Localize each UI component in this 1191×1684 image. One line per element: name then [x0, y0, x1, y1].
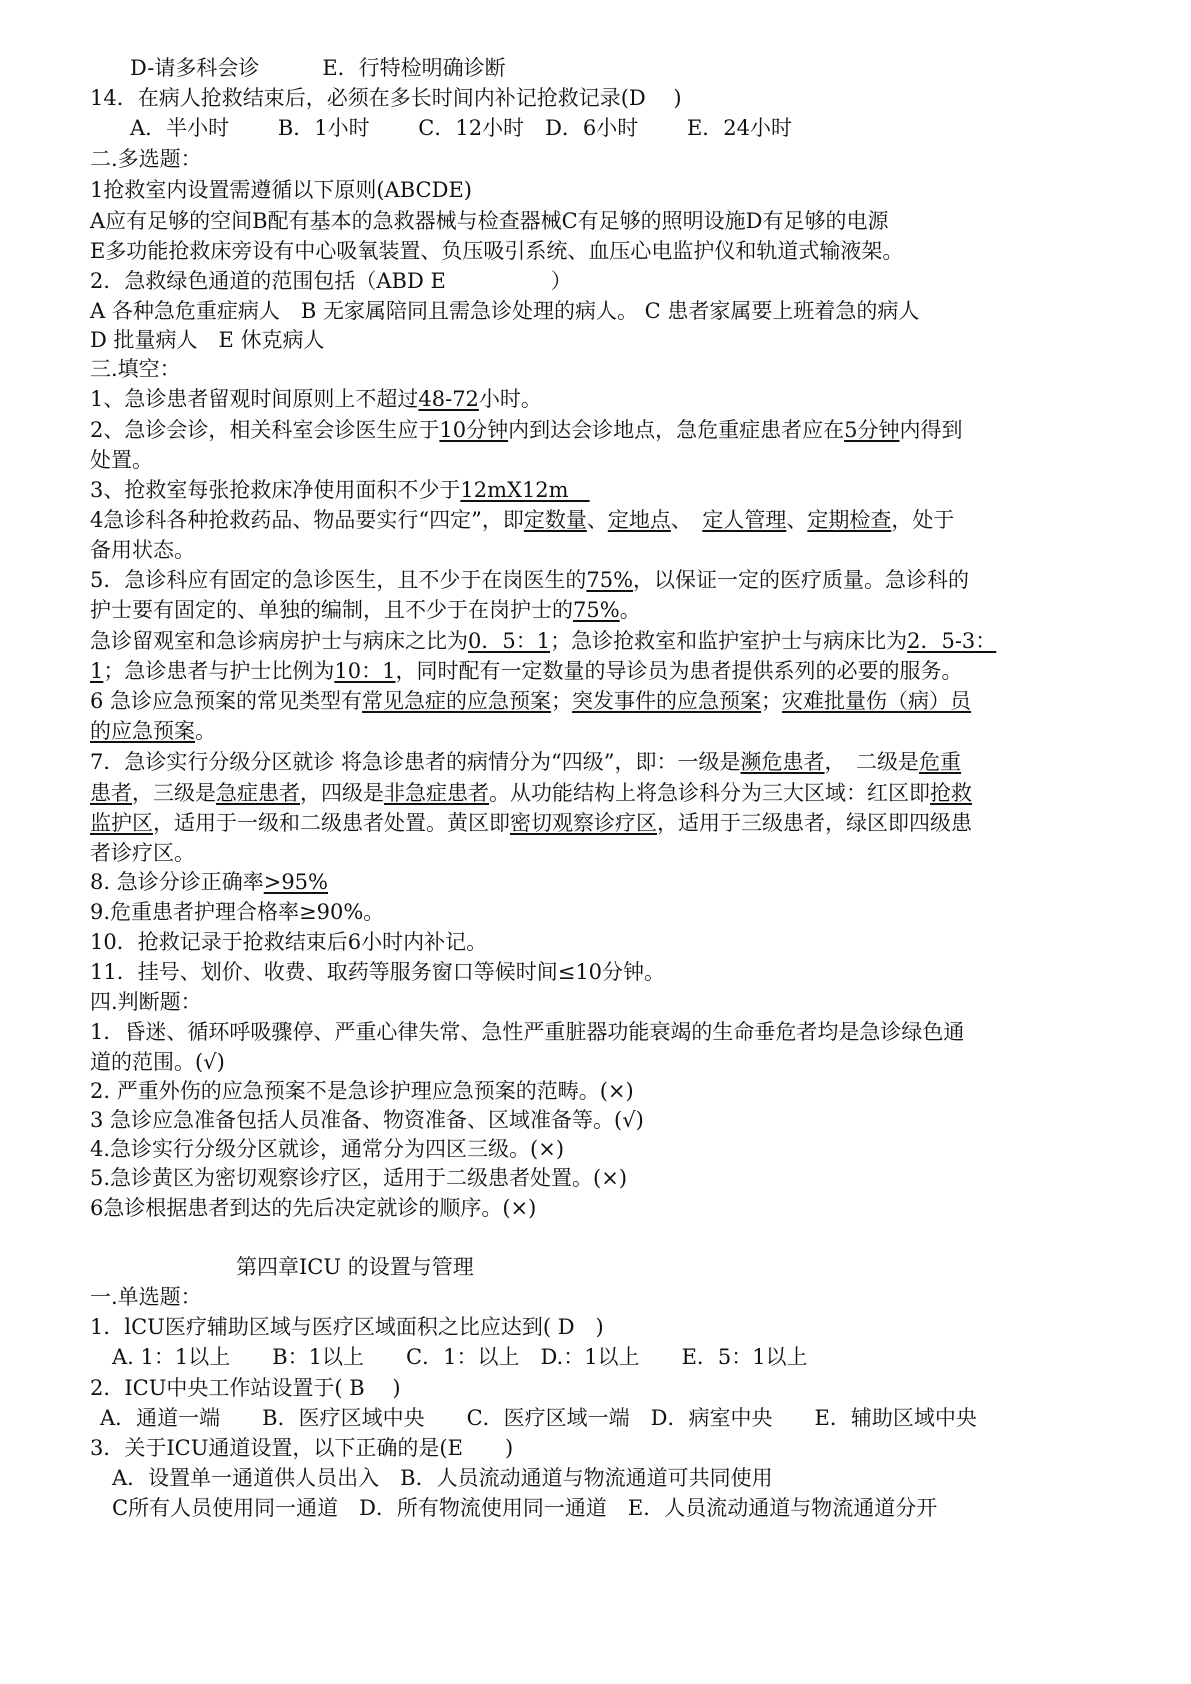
text-segment: ，处于 [891, 508, 955, 532]
answer-blank: 75% [586, 568, 634, 592]
fill-item-11: 11．挂号、划价、收费、取药等服务窗口等候时间≤10分钟。 [90, 960, 666, 984]
options-line: A．设置单一通道供人员出入 B．人员流动通道与物流通道可共同使用 [112, 1466, 773, 1490]
answer-blank: 密切观察诊疗区 [510, 811, 657, 835]
text-segment: 。从功能结构上将急诊科分为三大区域：红区即 [489, 781, 930, 805]
text-line: 者诊疗区。 [90, 841, 195, 865]
answer-blank: 2．5-3： [907, 629, 997, 653]
answer-blank: 75% [573, 598, 620, 622]
text-segment: ；急诊抢救室和监护室护士与病床比为 [550, 629, 908, 653]
answer-blank: 定数量 [523, 508, 587, 532]
answer-blank: 监护区 [90, 811, 153, 835]
answer-blank: 定人管理 [702, 508, 787, 532]
text-segment: ，三级是 [132, 781, 216, 805]
options-line: C所有人员使用同一通道 D．所有物流使用同一通道 E．人员流动通道与物流通道分开 [112, 1496, 938, 1520]
text-line: 2．急救绿色通道的范围包括（ABD E ） [90, 269, 572, 293]
text-segment: ，适用于三级患者，绿区即四级患 [657, 811, 972, 835]
text-line [90, 625, 996, 657]
answer-blank: 患者 [90, 781, 132, 805]
text-segment: 3、抢救室每张抢救床净使用面积不少于 [90, 478, 461, 502]
text-segment: 内到达会诊地点，急危重症患者应在 [508, 418, 845, 442]
text-segment: ，同时配有一定数量的导诊员为患者提供系列的必要的服务。 [395, 659, 963, 683]
text-line: A应有足够的空间B配有基本的急救器械与检查器械C有足够的照明设施D有足够的电源 [90, 209, 889, 233]
text-segment: ；急诊患者与护士比例为 [103, 659, 335, 683]
answer-blank: 的应急预案 [90, 719, 195, 743]
answer-blank: 濒危患者 [740, 750, 825, 774]
answer-blank: 突发事件的应急预案 [572, 689, 762, 713]
text-segment: ，以保证一定的医疗质量。急诊科的 [633, 568, 970, 592]
options-line: A．通道一端 B．医疗区域中央 C．医疗区域一端 D．病室中央 E．辅助区域中央 [100, 1406, 977, 1430]
fill-item-4 [90, 504, 954, 536]
text-line: D-请多科会诊 E．行特检明确诊断 [130, 56, 506, 80]
answer-blank: 12mX12m [460, 478, 590, 502]
answer-blank: 5分钟 [844, 418, 900, 442]
text-segment: 1、急诊患者留观时间原则上不超过 [90, 387, 419, 411]
options-line: A. 1：1以上 B：1以上 C．1：以上 D.：1以上 E．5：1以上 [112, 1345, 808, 1369]
options-line: A．半小时 B．1小时 C．12小时 D．6小时 E．24小时 [130, 116, 793, 140]
fill-item-5 [90, 564, 969, 596]
text-line: 处置。 [90, 448, 153, 472]
answer-blank: 10分钟 [439, 418, 509, 442]
judgment-item-5: 5.急诊黄区为密切观察诊疗区，适用于二级患者处置。(×) [90, 1166, 628, 1190]
text-segment: 。 [195, 719, 216, 743]
text-segment: ，四级是 [300, 781, 384, 805]
question-14: 14．在病人抢救结束后，必须在多长时间内补记抢救记录(D ) [90, 86, 682, 110]
text-segment: 5．急诊科应有固定的急诊医生，且不少于在岗医生的 [90, 568, 587, 592]
fill-item-1 [90, 383, 542, 415]
text-segment: 2、急诊会诊，相关科室会诊医生应于 [90, 418, 440, 442]
text-line: 道的范围。(√) [90, 1050, 225, 1074]
text-segment: 内得到 [899, 418, 963, 442]
fill-item-3 [90, 474, 590, 506]
text-line: A 各种急危重症病人 B 无家属陪同且需急诊处理的病人。 C 患者家属要上班着急的病人 [90, 299, 920, 323]
answer-blank: 1 [90, 659, 104, 683]
judgment-item-3: 3 急诊应急准备包括人员准备、物资准备、区域准备等。(√) [90, 1108, 644, 1132]
text-line [90, 777, 972, 809]
answer-blank: 定期检查 [807, 508, 892, 532]
fill-item-7 [90, 746, 961, 778]
fill-item-2 [90, 414, 962, 446]
answer-blank: 急症患者 [216, 781, 300, 805]
fill-item-6 [90, 685, 971, 717]
section-heading: 四.判断题： [90, 990, 202, 1014]
text-segment: 8. 急诊分诊正确率 [90, 870, 264, 894]
answer-blank: 10：1 [334, 659, 396, 683]
fill-item-9: 9.危重患者护理合格率≥90%。 [90, 900, 385, 924]
answer-blank: 非急症患者 [384, 781, 489, 805]
text-line [90, 594, 641, 626]
text-segment: 护士要有固定的、单独的编制，且不少于在岗护士的 [90, 598, 573, 622]
section-heading: 三.填空： [90, 357, 181, 381]
fill-item-10: 10．抢救记录于抢救结束后6小时内补记。 [90, 930, 488, 954]
judgment-item-6: 6急诊根据患者到达的先后决定就诊的顺序。(×) [90, 1196, 537, 1220]
text-line: 1抢救室内设置需遵循以下原则(ABCDE) [90, 178, 472, 202]
fill-item-8 [90, 866, 328, 898]
answer-blank: 0．5：1 [468, 629, 551, 653]
text-segment: 小时。 [478, 387, 542, 411]
text-segment: 、 [786, 508, 808, 532]
answer-blank: 抢救 [930, 781, 972, 805]
section-heading: 二.多选题： [90, 147, 202, 171]
question-1: 1．lCU医疗辅助区域与医疗区域面积之比应达到( D ) [90, 1315, 604, 1339]
text-segment: 、 [586, 508, 608, 532]
text-segment: ， 二级是 [824, 750, 920, 774]
question-2: 2．ICU中央工作站设置于( B ) [90, 1376, 401, 1400]
chapter-title: 第四章ICU 的设置与管理 [236, 1255, 474, 1279]
judgment-item-1: 1．昏迷、循环呼吸骤停、严重心律失常、急性严重脏器功能衰竭的生命垂危者均是急诊绿色通 [90, 1020, 965, 1044]
text-segment: 4急诊科各种抢救药品、物品要实行“四定”，即 [90, 508, 524, 532]
text-segment: ； [551, 689, 573, 713]
text-line [90, 655, 962, 687]
text-segment: ； [761, 689, 783, 713]
text-segment: 。 [619, 598, 641, 622]
answer-blank: 常见急症的应急预案 [362, 689, 552, 713]
text-segment: 急诊留观室和急诊病房护士与病床之比为 [90, 629, 468, 653]
answer-blank: >95% [263, 870, 328, 894]
answer-blank: 定地点 [607, 508, 671, 532]
text-segment: 7．急诊实行分级分区就诊 将急诊患者的病情分为“四级”，即：一级是 [90, 750, 741, 774]
text-line: E多功能抢救床旁设有中心吸氧装置、负压吸引系统、血压心电监护仪和轨道式输液架。 [90, 239, 904, 263]
section-heading: 一.单选题： [90, 1285, 202, 1309]
text-segment: 、 [670, 508, 703, 532]
judgment-item-4: 4.急诊实行分级分区就诊，通常分为四区三级。(×) [90, 1137, 565, 1161]
answer-blank: 危重 [919, 750, 962, 774]
text-segment: ，适用于一级和二级患者处置。黄区即 [153, 811, 510, 835]
answer-blank: 灾难批量伤（病）员 [782, 689, 972, 713]
text-line: 备用状态。 [90, 538, 195, 562]
text-line: D 批量病人 E 休克病人 [90, 328, 325, 352]
text-line [90, 715, 216, 747]
text-line [90, 807, 972, 839]
answer-blank: 48-72 [418, 387, 479, 411]
judgment-item-2: 2. 严重外伤的应急预案不是急诊护理应急预案的范畴。(×) [90, 1079, 634, 1103]
text-segment: 6 急诊应急预案的常见类型有 [90, 689, 363, 713]
question-3: 3．关于ICU通道设置，以下正确的是(E ) [90, 1436, 514, 1460]
